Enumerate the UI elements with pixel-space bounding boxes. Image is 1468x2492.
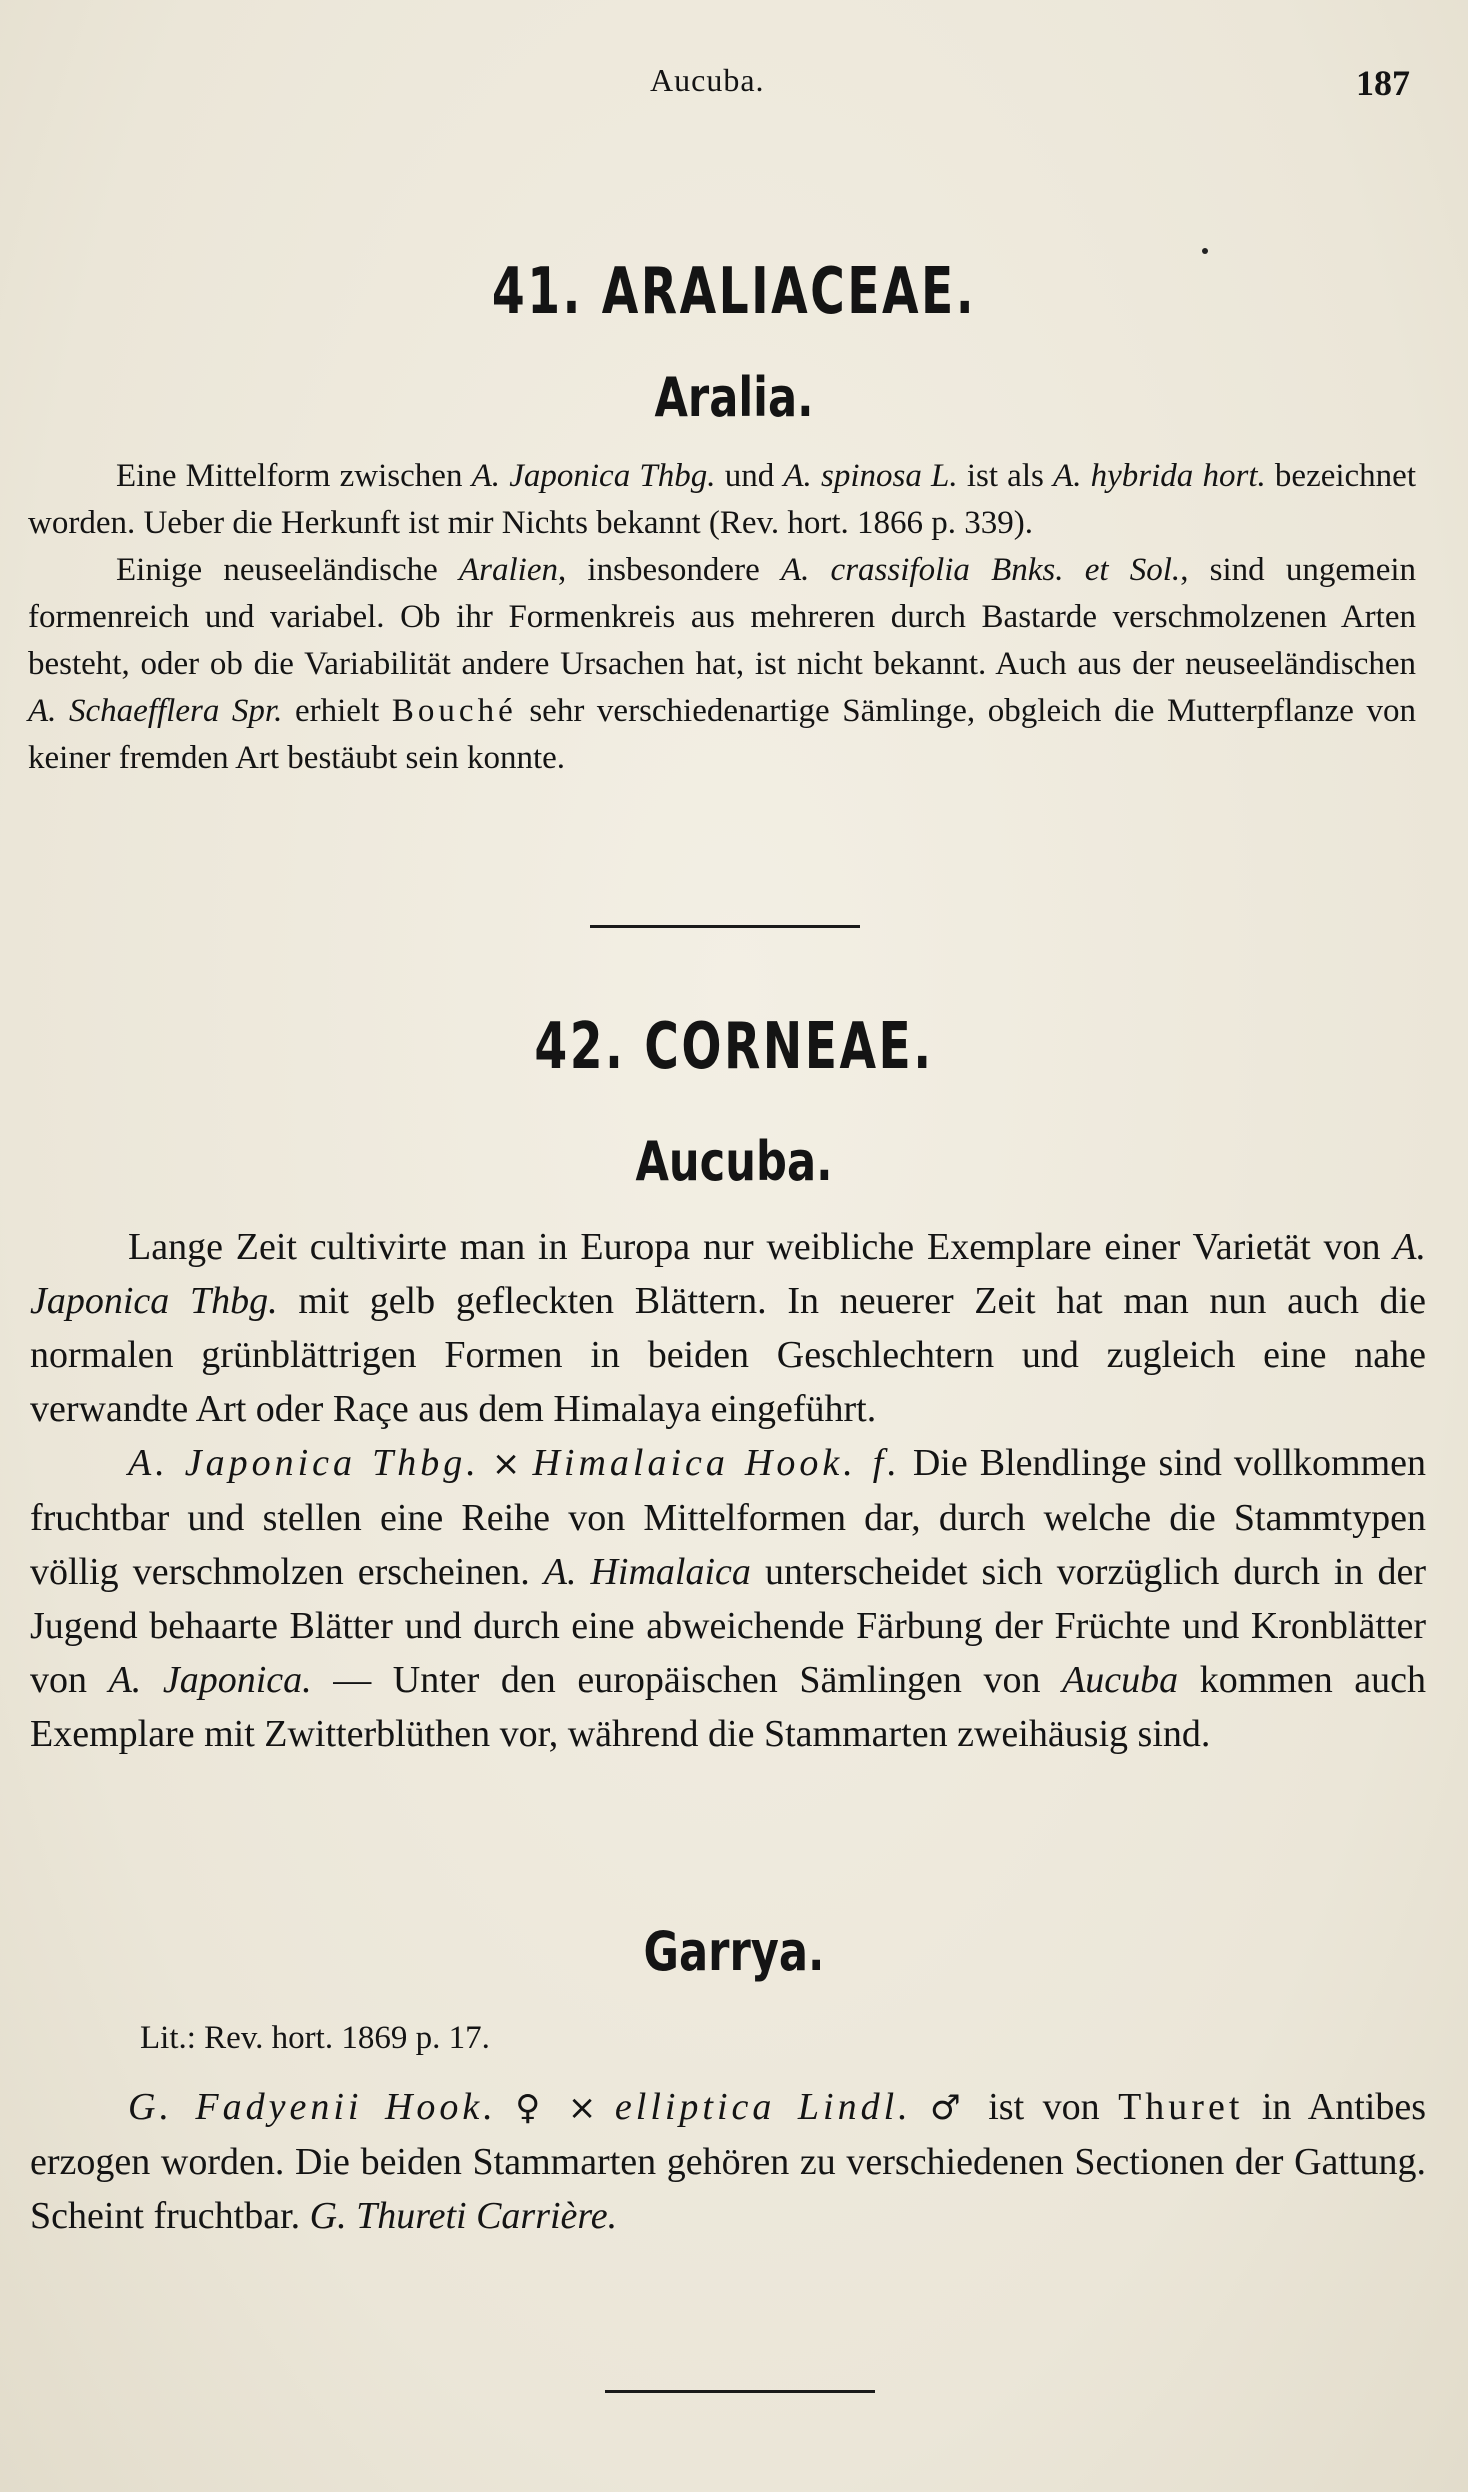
aralia-paragraph-1: Eine Mittelform zwischen A. Japonica Thbg. und A. spinosa L. ist als A. hybrida hort. bezeichnet worden. Ueber die Herkunft ist mir Nichts bekannt (Rev. hort. 1866 p. 339). — [28, 458, 1416, 541]
genus-heading-aralia: Aralia. — [654, 366, 814, 429]
aucuba-text — [30, 1220, 1426, 1761]
genus-heading-aucuba: Aucuba. — [635, 1130, 833, 1193]
aralia-text — [28, 453, 1416, 782]
literature-reference: Lit.: Rev. hort. 1869 p. 17. — [140, 2020, 490, 2056]
section-divider — [590, 925, 860, 928]
aralia-paragraph-2: Einige neuseeländische Aralien, insbesondere A. crassifolia Bnks. et Sol., sind ungemein formenreich und variabel. Ob ihr Formenkreis aus mehreren durch Bastarde verschmolzenen Arten besteht, oder ob die Variabilität andere Ursachen hat, ist nicht bekannt. Auch aus der neuseeländischen A. Schaefflera Spr. erhielt Bouché sehr verschiedenartige Sämlinge, obgleich die Mutterpflanze von keiner fremden Art bestäubt sein konnte. — [28, 552, 1417, 776]
closing-divider — [605, 2390, 875, 2393]
running-title: Aucuba. — [650, 62, 765, 98]
family-heading-corneae: 42. CORNEAE. — [534, 1010, 934, 1084]
aucuba-paragraph-1: Lange Zeit cultivirte man in Europa nur weibliche Exemplare einer Varietät von A. Japonica Thbg. mit gelb gefleckten Blättern. In neuerer Zeit hat man nun auch die normalen grünblättrigen Formen in beiden Geschlechtern und zugleich eine nahe verwandte Art oder Raçe aus dem Himalaya eingeführt. — [30, 1226, 1426, 1430]
garrya-paragraph: G. Fadyenii Hook. ♀ × elliptica Lindl. ♂ ist von Thuret in Antibes erzogen worden. Die beiden Stammarten gehören zu verschiedenen Sectionen der Gattung. Scheint fruchtbar. G. Thureti Carrière. — [30, 2086, 1427, 2237]
ink-dot — [1202, 248, 1208, 254]
family-heading-araliaceae: 41. ARALIACEAE. — [491, 255, 977, 329]
female-symbol: ♀ — [515, 2088, 550, 2128]
aucuba-paragraph-2: A. Japonica Thbg. × Himalaica Hook. f. Die Blendlinge sind vollkommen fruchtbar und stellen eine Reihe von Mittelformen dar, durch welche die Stammtypen völlig verschmolzen erscheinen. A. Himalaica unterscheidet sich vorzüglich durch in der Jugend behaarte Blätter und durch eine abweichende Färbung der Früchte und Kronblätter von A. Japonica. — Unter den europäischen Sämlingen von Aucuba kommen auch Exemplare mit Zwitterblüthen vor, während die Stammarten zweihäusig sind. — [30, 1442, 1427, 1755]
genus-heading-garrya: Garrya. — [643, 1920, 825, 1983]
page-number: 187 — [1356, 63, 1410, 103]
running-head — [0, 62, 1468, 112]
male-symbol: ♂ — [930, 2088, 970, 2128]
garrya-text — [30, 2080, 1426, 2243]
